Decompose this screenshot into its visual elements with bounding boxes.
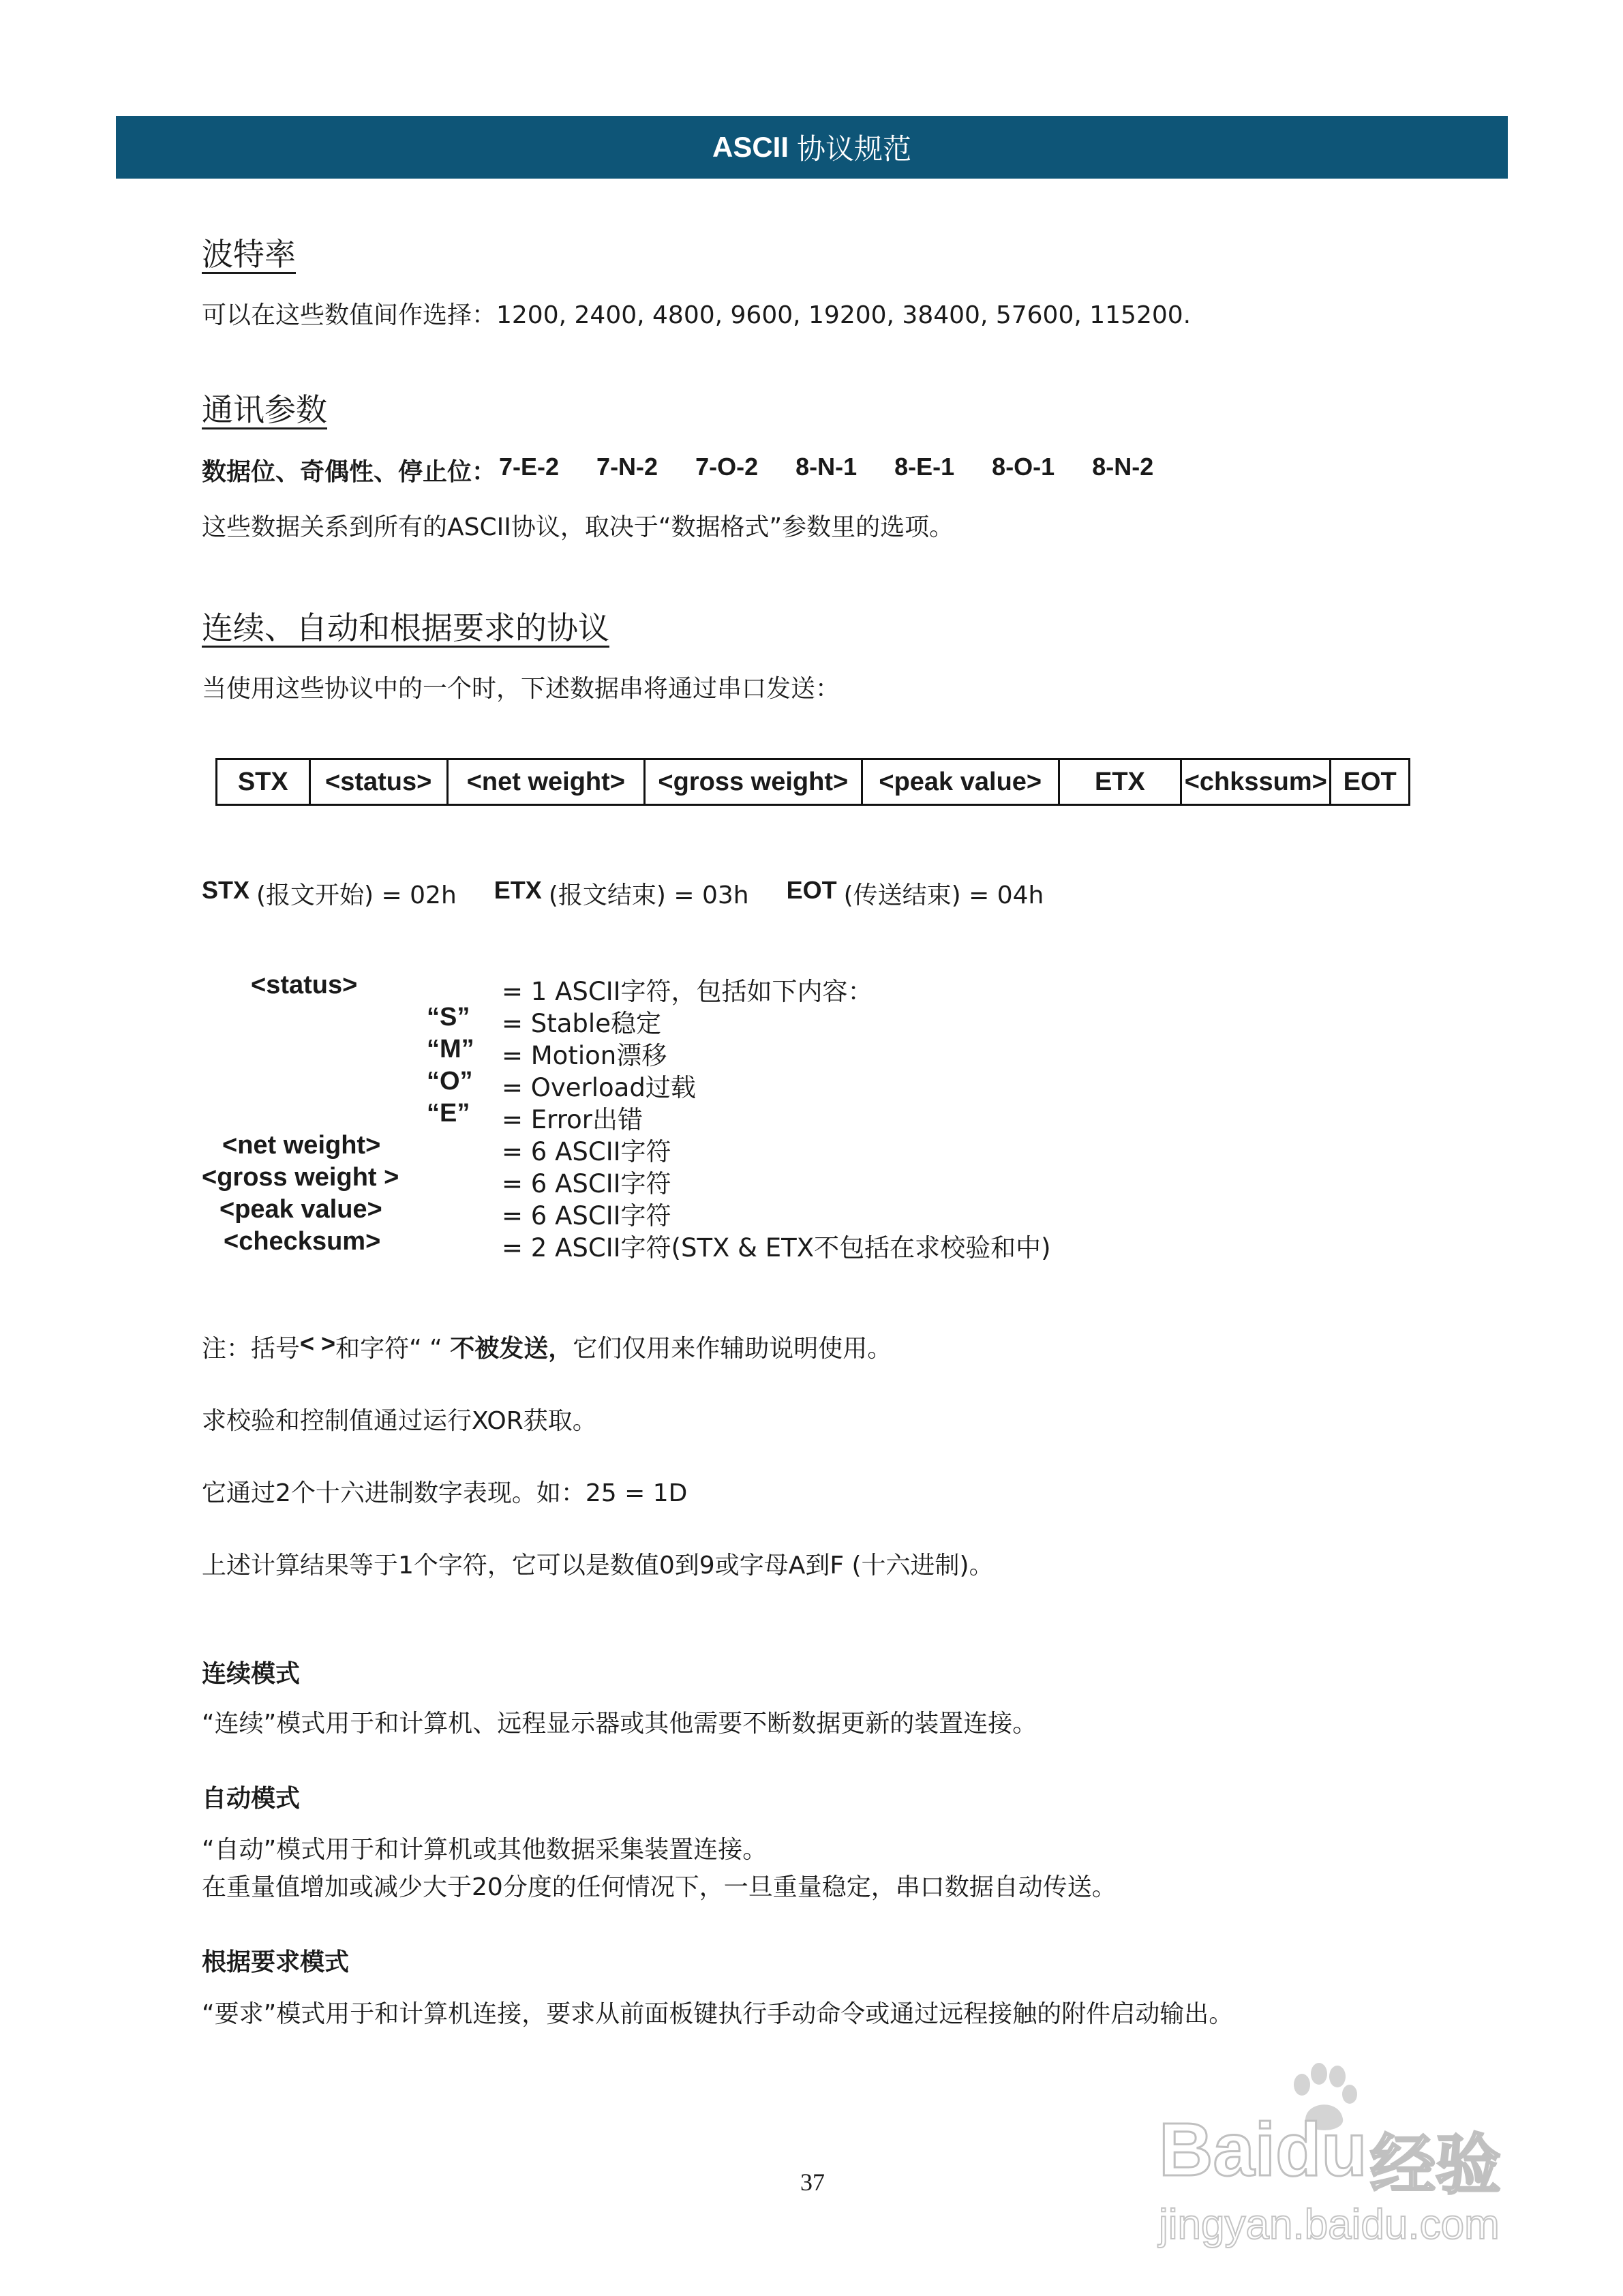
hex-text: 它通过2个十六进制数字表现。如：25 = 1D [202,1479,688,1507]
frame-cell-net-weight: <net weight> [449,760,646,804]
comm-params-label: 数据位、奇偶性、停止位： [202,458,497,486]
status-code-m: “M” [427,1035,474,1063]
baud-text: 可以在这些数值间作选择：1200, 2400, 4800, 9600, 19200, 38400, 57600, 115200. [202,301,1192,329]
status-code-s: “S” [427,1003,470,1031]
comm-param: 8-N-2 [1092,453,1154,481]
comm-param: 8-N-1 [795,453,858,481]
page-number: 37 [800,2169,825,2196]
auto-mode-heading: 自动模式 [202,1785,301,1813]
frame-cell-etx: ETX [1060,760,1182,804]
status-code-e: “E” [427,1099,470,1128]
status-code-o-desc: = Overload过载 [502,1073,696,1102]
frame-cell-peak-value: <peak value> [863,760,1060,804]
comm-param: 8-O-1 [992,453,1055,481]
field-label-gross-weight: <gross weight > [202,1163,399,1192]
continuous-mode-heading: 连续模式 [202,1660,301,1688]
status-label: <status> [251,971,358,999]
comm-param: 7-O-2 [695,453,759,481]
field-desc-peak-value: = 6 ASCII字符 [502,1201,671,1230]
comm-param: 8-E-1 [894,453,955,481]
code-name: ETX [494,876,542,904]
header-title-cjk: 协议规范 [797,132,912,166]
status-desc: = 1 ASCII字符，包括如下内容： [502,977,873,1006]
auto-mode-text-1: “自动”模式用于和计算机或其他数据采集装置连接。 [202,1836,768,1864]
field-label-checksum: <checksum> [224,1227,381,1256]
field-desc-gross-weight: = 6 ASCII字符 [502,1169,671,1198]
status-code-s-desc: = Stable稳定 [502,1009,661,1038]
note-not-sent: 不被发送， [450,1335,573,1363]
comm-text: 这些数据关系到所有的ASCII协议，取决于“数据格式”参数里的选项。 [202,513,954,541]
comm-param: 7-N-2 [596,453,658,481]
continuous-mode-text: “连续”模式用于和计算机、远程显示器或其他需要不断数据更新的装置连接。 [202,1710,1037,1738]
frame-cell-eot: EOT [1343,767,1397,796]
field-desc-checksum: = 2 ASCII字符(STX & ETX不包括在求校验和中) [502,1233,1051,1263]
field-label-peak-value: <peak value> [219,1195,382,1224]
code-desc: (报文开始) = 02h [256,881,457,909]
frame-cell-stx: STX [217,760,311,804]
field-label-net-weight: <net weight> [222,1131,381,1160]
comm-param: 7-E-2 [499,453,560,481]
watermark-url: jingyan.baidu.com [1159,2201,1500,2248]
frame-cell-checksum: <chkssum> [1182,760,1331,804]
code-desc: (传送结束) = 04h [843,881,1044,909]
baud-heading: 波特率 [202,236,296,273]
code-name: EOT [786,876,837,904]
status-code-e-desc: = Error出错 [502,1105,643,1134]
frame-cell-status: <status> [311,760,449,804]
control-codes-line [202,876,1044,911]
status-code-o: “O” [427,1067,473,1096]
note-suffix: 它们仅用来作辅助说明使用。 [573,1335,892,1363]
comm-heading: 通讯参数 [202,391,327,428]
watermark-suffix: 经验 [1370,2129,1501,2202]
data-frame-table [215,758,1410,806]
code-name: STX [202,876,250,904]
watermark-brand: Baidu [1159,2108,1367,2192]
note-brackets: < > [300,1329,336,1357]
note-prefix: 注：括号 [202,1335,301,1363]
demand-mode-text: “要求”模式用于和计算机连接，要求从前面板键执行手动命令或通过远程接触的附件启动输出。 [202,2000,1234,2028]
demand-mode-heading: 根据要求模式 [202,1948,350,1976]
result-text: 上述计算结果等于1个字符，它可以是数值0到9或字母A到F (十六进制)。 [202,1552,994,1580]
field-desc-net-weight: = 6 ASCII字符 [502,1137,671,1166]
protocol-heading: 连续、自动和根据要求的协议 [202,609,609,646]
status-code-m-desc: = Motion漂移 [502,1041,667,1070]
code-desc: (报文结束) = 03h [548,881,749,909]
protocol-intro: 当使用这些协议中的一个时，下述数据串将通过串口发送： [202,675,840,703]
header-title-latin: ASCII [712,131,789,163]
note-line [202,1329,892,1364]
note-chars: 和字符“ “ [335,1335,451,1363]
frame-cell-gross-weight: <gross weight> [646,760,863,804]
xor-text: 求校验和控制值通过运行XOR获取。 [202,1407,597,1435]
comm-params-line [202,453,1153,487]
auto-mode-text-2: 在重量值增加或减少大于20分度的任何情况下，一旦重量稳定，串口数据自动传送。 [202,1873,1117,1901]
page-header-bar [116,116,1508,179]
